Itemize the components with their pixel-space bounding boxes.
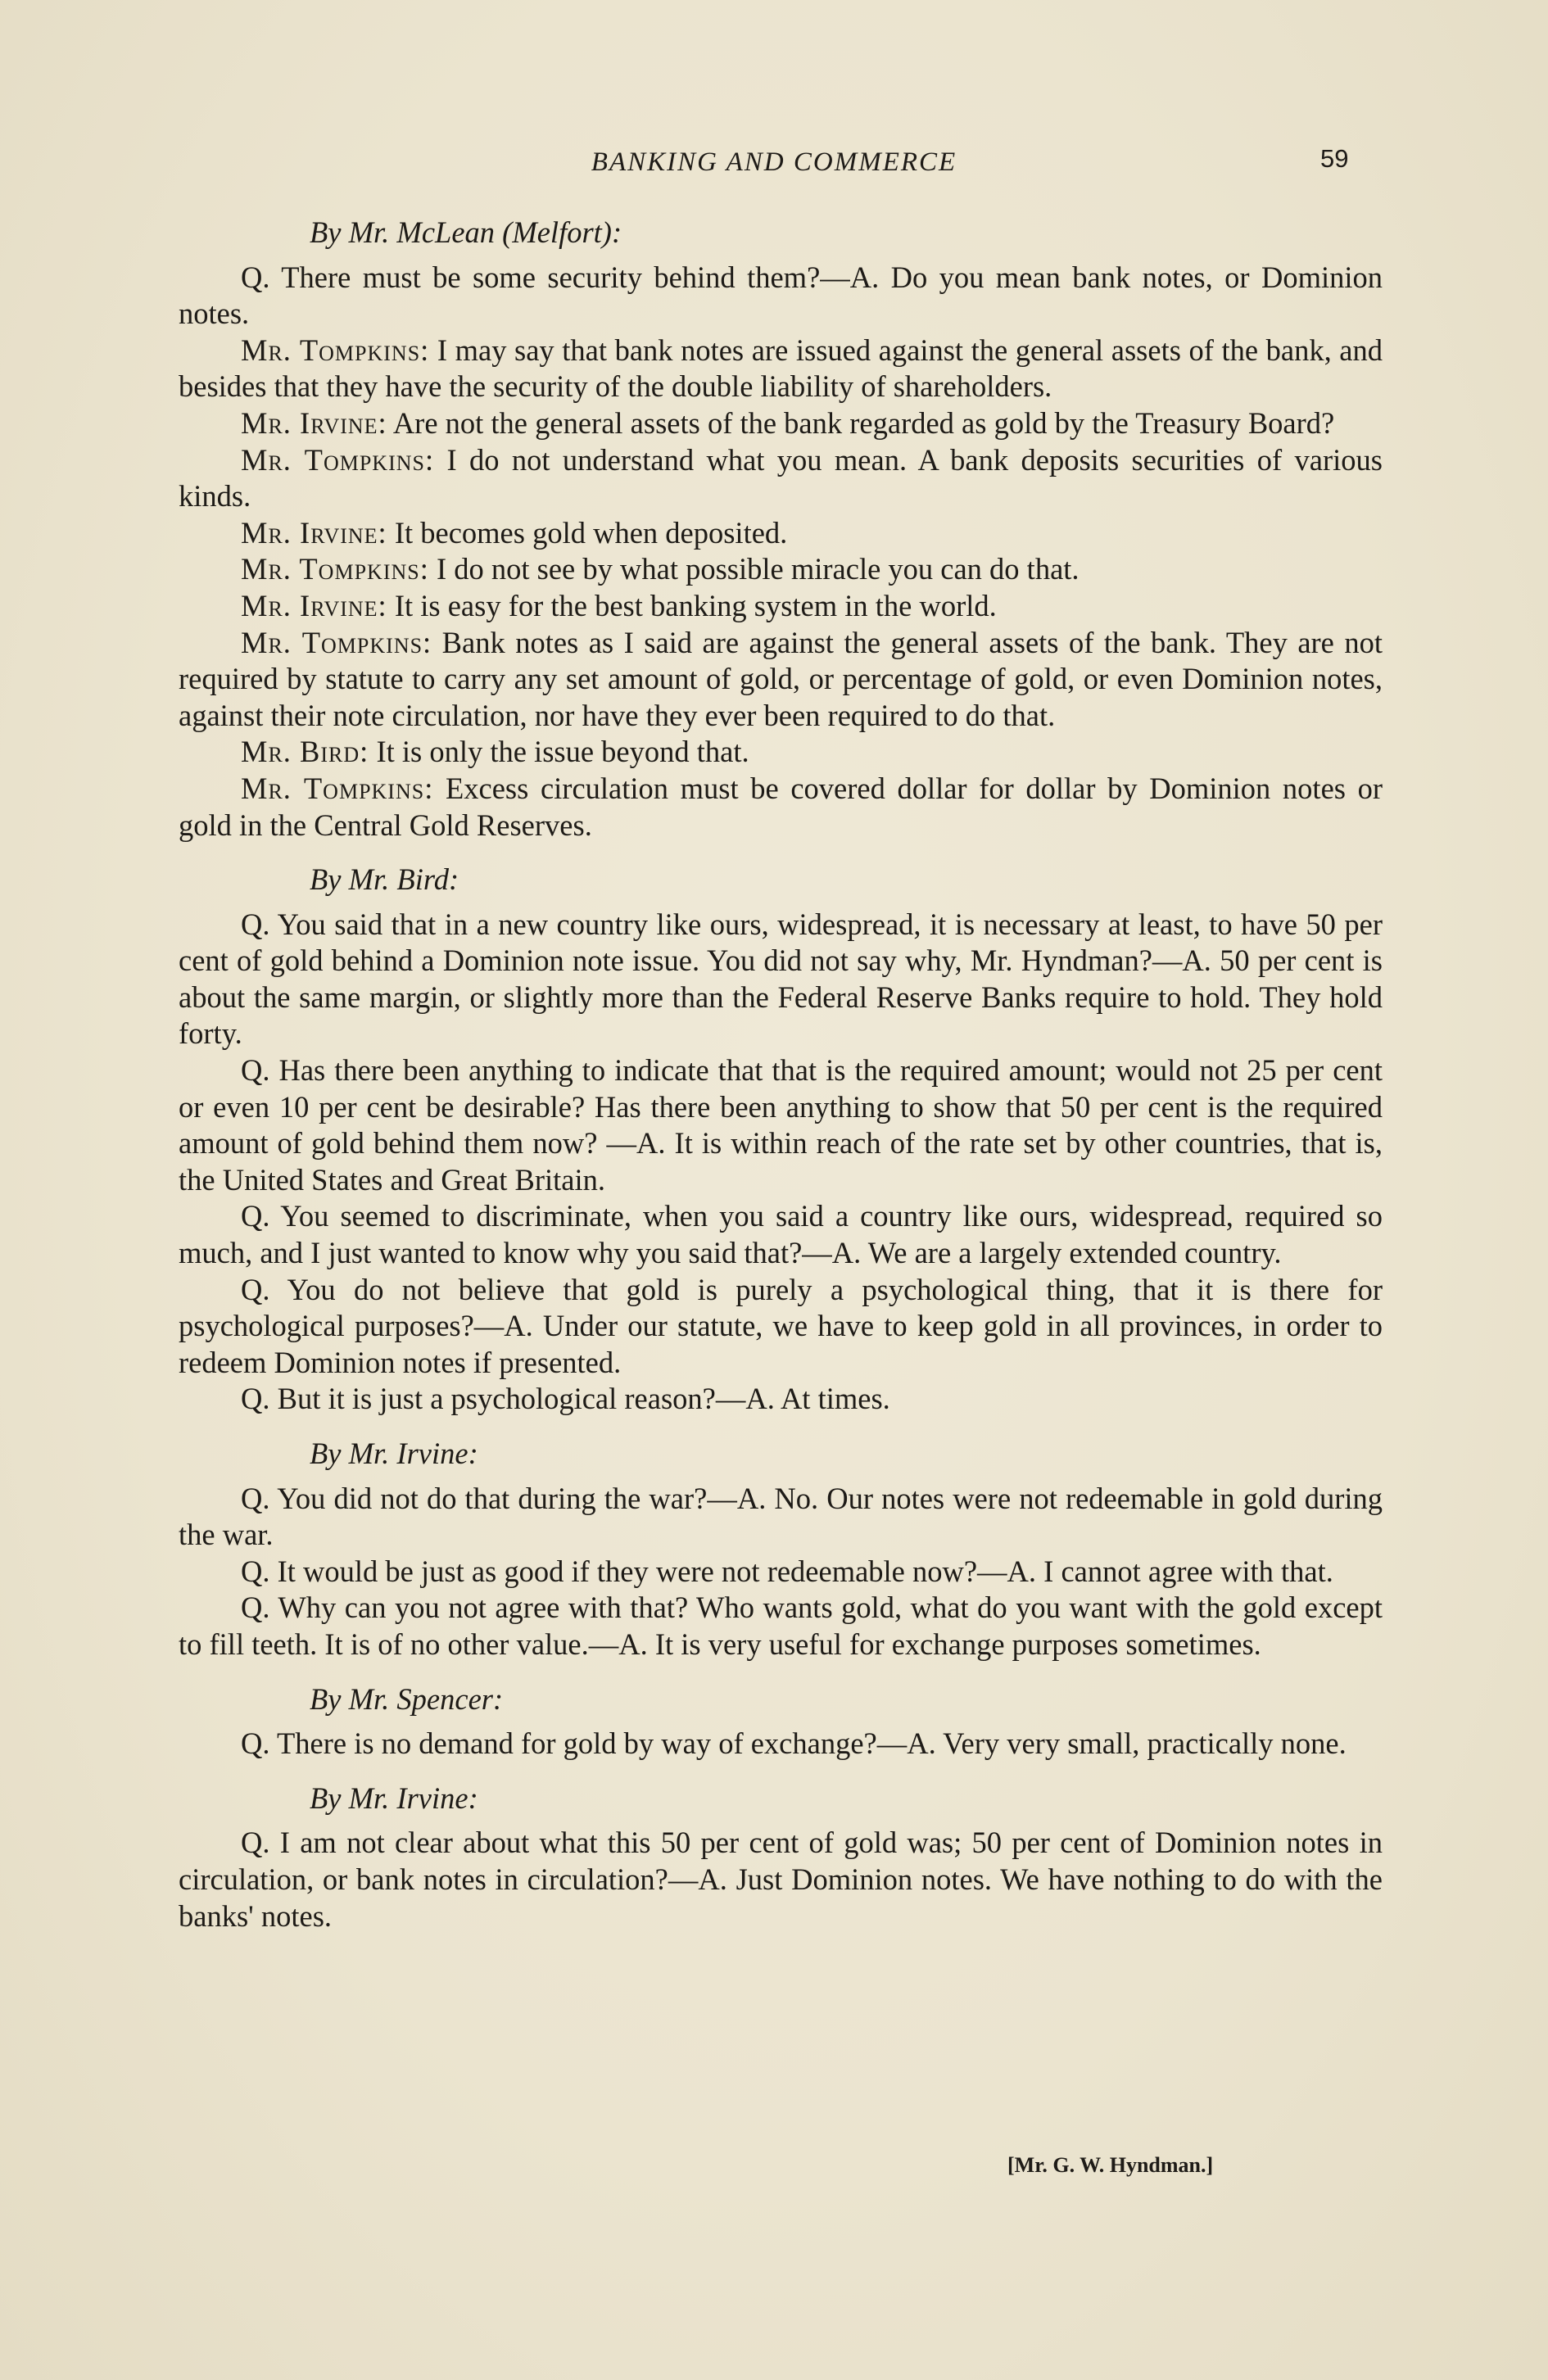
speaker-paragraph <box>179 771 1383 844</box>
speaker-name: Mr. Tompkins: <box>241 771 434 805</box>
speaker-name: Mr. Tompkins: <box>241 625 432 659</box>
page-number: 59 <box>1320 144 1349 173</box>
speech-text: It is easy for the best banking system in the world. <box>387 588 997 622</box>
speaker-paragraph <box>179 405 1383 442</box>
speech-text: I do not understand what you mean. A bank deposits securities of various kinds. <box>179 442 1383 514</box>
examiner-heading: By Mr. Bird: <box>310 862 459 897</box>
witness-signature-line: [Mr. G. W. Hyndman.] <box>1007 2153 1214 2177</box>
speaker-name: Mr. Bird: <box>241 735 369 769</box>
question-paragraph: Q. I am not clear about what this 50 per cent of gold was; 50 per cent of Dominion notes in circulation, or bank notes in circulation?—A. Just Dominion notes. We have nothing to do with the banks' notes. <box>179 1826 1383 1933</box>
speaker-paragraph <box>179 515 1383 552</box>
question-paragraph: Q. You seemed to discriminate, when you said a country like ours, widespread, required so much, and I just wanted to know why you said that?—A. We are a largely extended country. <box>179 1199 1383 1270</box>
speaker-name: Mr. Tompkins: <box>241 442 435 477</box>
speaker-paragraph <box>179 625 1383 735</box>
question-paragraph: Q. There is no demand for gold by way of exchange?—A. Very very small, practically none. <box>241 1726 1347 1761</box>
examiner-heading: By Mr. McLean (Melfort): <box>310 215 622 249</box>
question-paragraph: Q. But it is just a psychological reason?—A. At times. <box>241 1382 890 1416</box>
speech-text: It becomes gold when deposited. <box>387 515 788 550</box>
speaker-name: Mr. Tompkins: <box>241 552 429 586</box>
speaker-name: Mr. Irvine: <box>241 515 387 550</box>
question-paragraph: Q. Has there been anything to indicate that that is the required amount; would not 25 per cent or even 10 per cent be desirable? Has there been anything to show that 50 per cent is the required amount of gold behind them now? —A. It is within reach of the rate set by other countries, that is, the United States and Great Britain. <box>179 1053 1383 1197</box>
speaker-name: Mr. Irvine: <box>241 588 387 622</box>
question-paragraph: Q. There must be some security behind them?—A. Do you mean bank notes, or Dominion notes. <box>179 260 1383 331</box>
question-paragraph: Q. It would be just as good if they were not redeemable now?—A. I cannot agree with that. <box>241 1554 1333 1588</box>
speaker-paragraph <box>179 551 1383 588</box>
question-paragraph: Q. You do not believe that gold is purely a psychological thing, that it is there for psychological purposes?—A. Under our statute, we have to keep gold in all provinces, in order to redeem Dominion notes if presented. <box>179 1272 1383 1379</box>
running-title: BANKING AND COMMERCE <box>591 147 957 177</box>
speaker-paragraph <box>179 333 1383 405</box>
speech-text: I may say that bank notes are issued against the general assets of the bank, and besides that they have the security of the double liability of shareholders. <box>179 333 1383 404</box>
speaker-paragraph <box>179 588 1383 625</box>
speaker-name: Mr. Irvine: <box>241 405 387 440</box>
body-text <box>179 215 1383 1934</box>
speaker-paragraph <box>179 734 1383 771</box>
speech-text: Bank notes as I said are against the general assets of the bank. They are not required by statute to carry any set amount of gold, or percentage of gold, or even Dominion notes, against their note circulation, nor have they ever been required to do that. <box>179 625 1383 732</box>
question-paragraph: Q. You did not do that during the war?—A. No. Our notes were not redeemable in gold during the war. <box>179 1481 1383 1552</box>
speech-text: I do not see by what possible miracle you can do that. <box>428 552 1080 586</box>
speaker-name: Mr. Tompkins: <box>241 333 430 367</box>
question-paragraph: Q. You said that in a new country like ours, widespread, it is necessary at least, to have 50 per cent of gold behind a Dominion note issue. You did not say why, Mr. Hyndman?—A. 50 per cent is about the same margin, or slightly more than the Federal Reserve Banks require to hold. They hold forty. <box>179 907 1383 1051</box>
speaker-paragraph <box>179 442 1383 515</box>
speech-text: Are not the general assets of the bank regarded as gold by the Treasury Board? <box>387 405 1335 440</box>
examiner-heading: By Mr. Irvine: <box>310 1780 478 1815</box>
examiner-heading: By Mr. Irvine: <box>310 1437 478 1470</box>
question-paragraph: Q. Why can you not agree with that? Who wants gold, what do you want with the gold except to fill teeth. It is of no other value.—A. It is very useful for exchange purposes sometimes. <box>179 1590 1383 1661</box>
examiner-heading: By Mr. Spencer: <box>310 1681 504 1716</box>
speech-text: It is only the issue beyond that. <box>369 735 749 769</box>
speech-text: Excess circulation must be covered dollar for dollar by Dominion notes or gold in the Central Gold Reserves. <box>179 771 1383 842</box>
